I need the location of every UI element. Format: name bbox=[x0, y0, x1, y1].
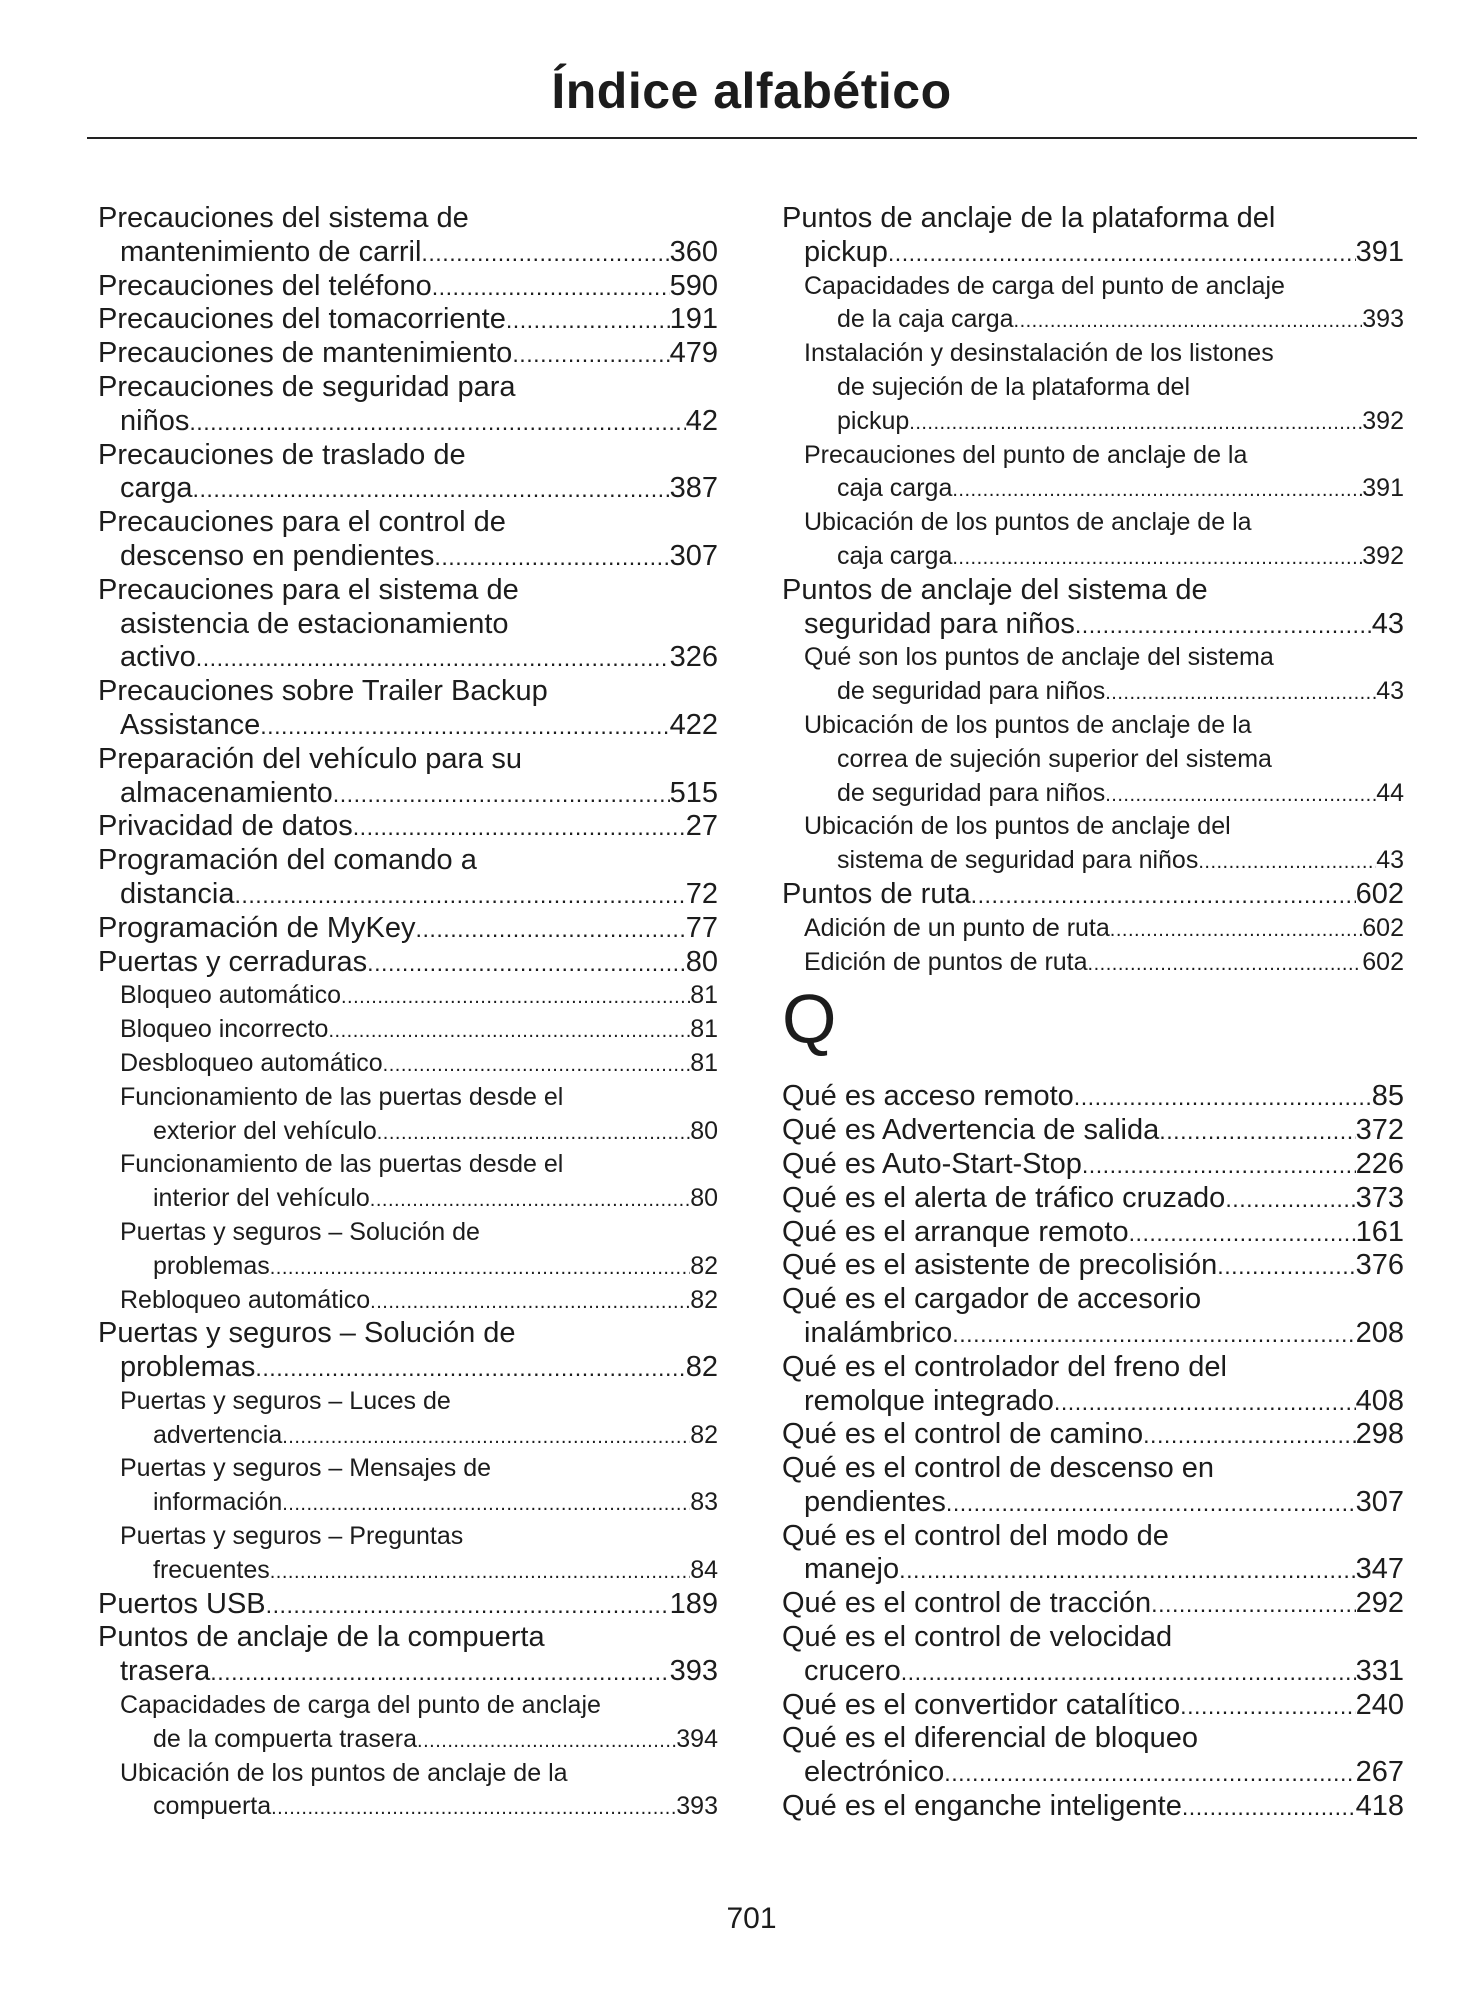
index-entry bbox=[98, 506, 718, 574]
dot-leader bbox=[1217, 1250, 1355, 1284]
entry-text: Qué es el convertidor catalítico bbox=[782, 1688, 1181, 1721]
index-subentry bbox=[98, 1081, 718, 1149]
page-reference[interactable]: 43 bbox=[1376, 677, 1404, 706]
dot-leader bbox=[260, 710, 669, 744]
index-entry bbox=[98, 270, 718, 304]
page-reference[interactable]: 81 bbox=[690, 1048, 718, 1077]
dot-leader bbox=[341, 981, 690, 1015]
index-entry bbox=[782, 1080, 1404, 1114]
dot-leader bbox=[971, 879, 1356, 913]
entry-text: Funcionamiento de las puertas desde el bbox=[120, 1082, 564, 1111]
dot-leader bbox=[434, 541, 669, 575]
dot-leader bbox=[210, 1656, 669, 1690]
dot-leader bbox=[1082, 1149, 1356, 1183]
entry-text: trasera bbox=[120, 1655, 211, 1688]
entry-text: activo bbox=[120, 641, 196, 674]
page-reference[interactable]: 83 bbox=[690, 1488, 718, 1517]
dot-leader bbox=[266, 1589, 670, 1623]
index-entry bbox=[98, 202, 718, 270]
index-subentry bbox=[782, 506, 1404, 574]
dot-leader bbox=[1159, 1115, 1355, 1149]
page-reference[interactable]: 292 bbox=[1355, 1587, 1404, 1620]
entry-text: asistencia de estacionamiento bbox=[120, 607, 509, 640]
entry-text: Puntos de anclaje de la compuerta bbox=[98, 1621, 545, 1654]
entry-text: Puertas y seguros – Luces de bbox=[120, 1386, 451, 1415]
page-reference[interactable]: 387 bbox=[669, 472, 718, 505]
page-reference[interactable]: 80 bbox=[685, 945, 718, 978]
entry-text: Puertas y seguros – Solución de bbox=[98, 1317, 516, 1350]
page-reference[interactable]: 376 bbox=[1355, 1249, 1404, 1282]
entry-text: Ubicación de los puntos de anclaje de la bbox=[804, 508, 1252, 537]
dot-leader bbox=[952, 474, 1362, 508]
index-subentry bbox=[98, 1520, 718, 1588]
entry-text: Qué es el control de tracción bbox=[782, 1587, 1152, 1620]
page-reference[interactable]: 80 bbox=[690, 1116, 718, 1145]
page-reference[interactable]: 77 bbox=[685, 911, 718, 944]
entry-text: Puertos USB bbox=[98, 1587, 266, 1620]
dot-leader bbox=[377, 1117, 690, 1151]
dot-leader bbox=[944, 1757, 1355, 1791]
page-reference[interactable]: 191 bbox=[669, 303, 718, 336]
dot-leader bbox=[1054, 1386, 1356, 1420]
index-entry bbox=[782, 1148, 1404, 1182]
title-divider bbox=[87, 137, 1417, 139]
page-reference[interactable]: 189 bbox=[669, 1587, 718, 1620]
entry-text: Qué es el diferencial de bloqueo bbox=[782, 1722, 1198, 1755]
entry-text: crucero bbox=[804, 1654, 901, 1687]
entry-text: seguridad para niños bbox=[804, 607, 1075, 640]
dot-leader bbox=[899, 1554, 1355, 1588]
page-reference[interactable]: 81 bbox=[690, 981, 718, 1010]
page-reference[interactable]: 373 bbox=[1355, 1181, 1404, 1214]
index-subentry bbox=[98, 1216, 718, 1284]
page-reference[interactable]: 372 bbox=[1355, 1114, 1404, 1147]
index-entry bbox=[98, 946, 718, 980]
entry-text: pickup bbox=[837, 406, 910, 435]
dot-leader bbox=[1182, 1791, 1356, 1825]
page-number: 701 bbox=[726, 1902, 777, 1935]
index-entry bbox=[98, 1621, 718, 1689]
index-entry bbox=[98, 1317, 718, 1385]
entry-text: caja carga bbox=[837, 541, 953, 570]
page-reference[interactable]: 326 bbox=[669, 641, 718, 674]
page-reference[interactable]: 43 bbox=[1376, 846, 1404, 875]
entry-text: remolque integrado bbox=[804, 1384, 1054, 1417]
index-subentry bbox=[98, 979, 718, 1013]
dot-leader bbox=[383, 1049, 691, 1083]
index-subentry bbox=[98, 1689, 718, 1757]
dot-leader bbox=[255, 1352, 685, 1386]
index-entry bbox=[98, 844, 718, 912]
page-reference[interactable]: 331 bbox=[1355, 1654, 1404, 1687]
page-reference[interactable]: 479 bbox=[669, 337, 718, 370]
dot-leader bbox=[1143, 1419, 1356, 1453]
dot-leader bbox=[952, 1318, 1355, 1352]
entry-text: problemas bbox=[120, 1351, 256, 1384]
dot-leader bbox=[416, 913, 686, 947]
entry-text: de seguridad para niños bbox=[837, 677, 1106, 706]
dot-leader bbox=[270, 1252, 690, 1286]
dot-leader bbox=[193, 473, 670, 507]
entry-text: Precauciones sobre Trailer Backup bbox=[98, 675, 548, 708]
entry-text: inalámbrico bbox=[804, 1316, 953, 1349]
entry-text: Precauciones de mantenimiento bbox=[98, 337, 513, 370]
dot-leader bbox=[1105, 779, 1376, 813]
page-reference[interactable]: 85 bbox=[1371, 1080, 1404, 1113]
dot-leader bbox=[1180, 1690, 1355, 1724]
page-reference[interactable]: 267 bbox=[1355, 1756, 1404, 1789]
page-reference[interactable]: 392 bbox=[1362, 541, 1404, 570]
dot-leader bbox=[328, 1015, 690, 1049]
entry-text: Puertas y seguros – Preguntas bbox=[120, 1522, 464, 1551]
page-reference[interactable]: 208 bbox=[1355, 1316, 1404, 1349]
entry-text: sistema de seguridad para niños bbox=[837, 846, 1199, 875]
index-entry bbox=[98, 810, 718, 844]
dot-leader bbox=[282, 1421, 690, 1455]
entry-text: Instalación y desinstalación de los listones bbox=[804, 339, 1274, 368]
dot-leader bbox=[1225, 1183, 1355, 1217]
page-reference[interactable]: 360 bbox=[669, 235, 718, 268]
dot-leader bbox=[946, 1487, 1356, 1521]
page-reference[interactable]: 422 bbox=[669, 708, 718, 741]
index-entry bbox=[782, 878, 1404, 912]
entry-text: descenso en pendientes bbox=[120, 539, 435, 572]
dot-leader bbox=[271, 1792, 676, 1826]
dot-leader bbox=[901, 1656, 1356, 1690]
page-reference[interactable]: 82 bbox=[690, 1420, 718, 1449]
dot-leader bbox=[270, 1556, 690, 1590]
index-entry bbox=[98, 743, 718, 811]
page-reference[interactable]: 391 bbox=[1355, 235, 1404, 268]
entry-text: almacenamiento bbox=[120, 776, 333, 809]
dot-leader bbox=[196, 642, 670, 676]
entry-text: Funcionamiento de las puertas desde el bbox=[120, 1150, 564, 1179]
entry-text: Rebloqueo automático bbox=[120, 1285, 371, 1314]
page-reference[interactable]: 161 bbox=[1355, 1215, 1404, 1248]
entry-text: Qué es el control del modo de bbox=[782, 1519, 1169, 1552]
entry-text: de sujeción de la plataforma del bbox=[837, 372, 1191, 401]
entry-text: Qué es el asistente de precolisión bbox=[782, 1249, 1218, 1282]
entry-text: Qué es el control de descenso en bbox=[782, 1452, 1215, 1485]
page-reference[interactable]: 43 bbox=[1371, 607, 1404, 640]
page-reference[interactable]: 84 bbox=[690, 1555, 718, 1584]
page-reference[interactable]: 82 bbox=[690, 1285, 718, 1314]
page-reference[interactable]: 602 bbox=[1362, 947, 1404, 976]
entry-text: Capacidades de carga del punto de anclaje bbox=[804, 271, 1285, 300]
page-reference[interactable]: 408 bbox=[1355, 1384, 1404, 1417]
dot-leader bbox=[1129, 1217, 1356, 1251]
entry-text: Precauciones del punto de anclaje de la bbox=[804, 440, 1248, 469]
entry-text: pendientes bbox=[804, 1485, 946, 1518]
index-entry bbox=[98, 574, 718, 675]
entry-text: Qué es el alerta de tráfico cruzado bbox=[782, 1181, 1226, 1214]
dot-leader bbox=[909, 407, 1362, 441]
index-subentry bbox=[782, 337, 1404, 438]
page-reference[interactable]: 307 bbox=[669, 539, 718, 572]
index-entry bbox=[782, 1418, 1404, 1452]
page-reference[interactable]: 226 bbox=[1355, 1147, 1404, 1180]
entry-text: información bbox=[153, 1488, 283, 1517]
page-reference[interactable]: 418 bbox=[1355, 1790, 1404, 1823]
entry-text: mantenimiento de carril bbox=[120, 235, 422, 268]
index-entry bbox=[98, 1588, 718, 1622]
entry-text: de la caja carga bbox=[837, 305, 1014, 334]
index-subentry bbox=[98, 1757, 718, 1825]
index-entry bbox=[98, 303, 718, 337]
dot-leader bbox=[888, 237, 1356, 271]
entry-text: Qué son los puntos de anclaje del sistema bbox=[804, 643, 1274, 672]
dot-leader bbox=[1110, 914, 1362, 948]
index-subentry bbox=[98, 1013, 718, 1047]
page-reference[interactable]: 602 bbox=[1362, 913, 1404, 942]
entry-text: Puntos de anclaje del sistema de bbox=[782, 573, 1208, 606]
dot-leader bbox=[189, 406, 685, 440]
dot-leader bbox=[367, 947, 686, 981]
entry-text: advertencia bbox=[153, 1420, 283, 1449]
dot-leader bbox=[1151, 1588, 1355, 1622]
entry-text: de seguridad para niños bbox=[837, 778, 1106, 807]
entry-text: niños bbox=[120, 404, 190, 437]
page-reference[interactable]: 44 bbox=[1376, 778, 1404, 807]
entry-text: Ubicación de los puntos de anclaje del bbox=[804, 812, 1231, 841]
entry-text: Edición de puntos de ruta bbox=[804, 947, 1088, 976]
entry-text: Puntos de anclaje de la plataforma del bbox=[782, 202, 1276, 234]
dot-leader bbox=[417, 1725, 676, 1759]
entry-text: Precauciones para el sistema de bbox=[98, 573, 519, 606]
entry-text: Precauciones de seguridad para bbox=[98, 370, 516, 403]
index-entry bbox=[98, 371, 718, 439]
dot-leader bbox=[1075, 609, 1372, 643]
dot-leader bbox=[333, 778, 670, 812]
entry-text: Desbloqueo automático bbox=[120, 1048, 383, 1077]
index-entry bbox=[782, 1452, 1404, 1520]
index-subentry bbox=[98, 1047, 718, 1081]
entry-text: Precauciones del teléfono bbox=[98, 269, 432, 302]
page-reference[interactable]: 80 bbox=[690, 1184, 718, 1213]
entry-text: Assistance bbox=[120, 708, 261, 741]
dot-leader bbox=[1105, 677, 1376, 711]
index-subentry bbox=[782, 641, 1404, 709]
dot-leader bbox=[1014, 305, 1363, 339]
dot-leader bbox=[353, 811, 686, 845]
entry-text: caja carga bbox=[837, 474, 953, 503]
page-reference[interactable]: 602 bbox=[1355, 877, 1404, 910]
entry-text: Qué es Auto-Start-Stop bbox=[782, 1147, 1082, 1180]
page-reference[interactable]: 82 bbox=[690, 1251, 718, 1280]
entry-text: Qué es el cargador de accesorio bbox=[782, 1283, 1202, 1316]
entry-text: exterior del vehículo bbox=[153, 1116, 377, 1145]
index-subentry bbox=[782, 439, 1404, 507]
dot-leader bbox=[952, 542, 1362, 576]
index-column-left bbox=[98, 202, 718, 1824]
page-title: Índice alfabético bbox=[551, 63, 952, 119]
index-entry bbox=[782, 1621, 1404, 1689]
dot-leader bbox=[421, 237, 669, 271]
dot-leader bbox=[370, 1286, 690, 1320]
entry-text: distancia bbox=[120, 877, 235, 910]
entry-text: Ubicación de los puntos de anclaje de la bbox=[804, 710, 1252, 739]
entry-text: Precauciones para el control de bbox=[98, 506, 506, 539]
index-subentry bbox=[782, 912, 1404, 946]
page-reference[interactable]: 42 bbox=[685, 404, 718, 437]
entry-text: correa de sujeción superior del sistema bbox=[837, 744, 1272, 773]
entry-text: Precauciones del sistema de bbox=[98, 202, 469, 234]
entry-text: interior del vehículo bbox=[153, 1184, 370, 1213]
entry-text: de la compuerta trasera bbox=[153, 1724, 418, 1753]
index-entry bbox=[782, 1689, 1404, 1723]
page-reference[interactable]: 515 bbox=[669, 776, 718, 809]
page-reference[interactable]: 81 bbox=[690, 1015, 718, 1044]
index-entry bbox=[782, 1351, 1404, 1419]
entry-text: Adición de un punto de ruta bbox=[804, 913, 1110, 942]
dot-leader bbox=[1198, 846, 1376, 880]
entry-text: Privacidad de datos bbox=[98, 810, 353, 843]
index-entry bbox=[782, 574, 1404, 642]
index-entry bbox=[782, 1182, 1404, 1216]
page-reference[interactable]: 82 bbox=[685, 1351, 718, 1384]
index-subentry bbox=[98, 1452, 718, 1520]
index-entry bbox=[782, 1790, 1404, 1824]
index-subentry bbox=[98, 1385, 718, 1453]
entry-text: Qué es el arranque remoto bbox=[782, 1215, 1129, 1248]
index-entry bbox=[782, 1722, 1404, 1790]
index-entry bbox=[98, 912, 718, 946]
page-reference[interactable]: 393 bbox=[669, 1655, 718, 1688]
entry-text: compuerta bbox=[153, 1792, 272, 1821]
index-subentry bbox=[782, 946, 1404, 980]
entry-text: Puertas y seguros – Mensajes de bbox=[120, 1454, 492, 1483]
entry-text: Qué es acceso remoto bbox=[782, 1080, 1074, 1113]
entry-text: carga bbox=[120, 472, 193, 505]
index-entry bbox=[782, 1216, 1404, 1250]
index-subentry bbox=[782, 270, 1404, 338]
page-reference[interactable]: 298 bbox=[1355, 1418, 1404, 1451]
entry-text: Bloqueo incorrecto bbox=[120, 1015, 329, 1044]
page-reference[interactable]: 391 bbox=[1362, 474, 1404, 503]
entry-text: Precauciones de traslado de bbox=[98, 438, 466, 471]
dot-leader bbox=[1088, 948, 1363, 982]
entry-text: frecuentes bbox=[153, 1555, 270, 1584]
entry-text: Qué es el control de camino bbox=[782, 1418, 1144, 1451]
dot-leader bbox=[234, 879, 685, 913]
entry-text: Qué es Advertencia de salida bbox=[782, 1114, 1160, 1147]
entry-text: electrónico bbox=[804, 1756, 945, 1789]
entry-text: Qué es el controlador del freno del bbox=[782, 1350, 1227, 1383]
index-subentry bbox=[98, 1284, 718, 1318]
index-column-right bbox=[782, 202, 1404, 1824]
index-entry bbox=[782, 1114, 1404, 1148]
index-entry bbox=[782, 1283, 1404, 1351]
index-subentry bbox=[782, 810, 1404, 878]
entry-text: Puntos de ruta bbox=[782, 877, 971, 910]
page-reference[interactable]: 240 bbox=[1355, 1688, 1404, 1721]
index-subentry bbox=[98, 1148, 718, 1216]
page-reference[interactable]: 347 bbox=[1355, 1553, 1404, 1586]
dot-leader bbox=[282, 1488, 690, 1522]
entry-text: Capacidades de carga del punto de anclaje bbox=[120, 1691, 601, 1720]
page-reference[interactable]: 590 bbox=[669, 269, 718, 302]
entry-text: Puertas y cerraduras bbox=[98, 945, 368, 978]
entry-text: Programación del comando a bbox=[98, 844, 477, 877]
index-entry bbox=[98, 337, 718, 371]
entry-text: Programación de MyKey bbox=[98, 911, 416, 944]
index-entry bbox=[782, 202, 1404, 270]
index-entry bbox=[98, 675, 718, 743]
index-subentry bbox=[782, 709, 1404, 810]
section-letter-q: Q bbox=[782, 980, 837, 1059]
dot-leader bbox=[506, 304, 670, 338]
entry-text: Precauciones del tomacorriente bbox=[98, 303, 506, 336]
entry-text: manejo bbox=[804, 1553, 900, 1586]
entry-text: Qué es el control de velocidad bbox=[782, 1621, 1173, 1654]
entry-text: Preparación del vehículo para su bbox=[98, 742, 522, 775]
entry-text: Bloqueo automático bbox=[120, 981, 341, 1010]
entry-text: Ubicación de los puntos de anclaje de la bbox=[120, 1758, 568, 1787]
entry-text: Puertas y seguros – Solución de bbox=[120, 1217, 480, 1246]
dot-leader bbox=[1074, 1081, 1372, 1115]
page-reference[interactable]: 394 bbox=[676, 1724, 718, 1753]
page-reference[interactable]: 393 bbox=[1362, 305, 1404, 334]
dot-leader bbox=[370, 1184, 690, 1218]
page-reference[interactable]: 72 bbox=[685, 877, 718, 910]
index-entry bbox=[782, 1520, 1404, 1588]
page-reference[interactable]: 393 bbox=[676, 1792, 718, 1821]
dot-leader bbox=[512, 338, 669, 372]
page-reference[interactable]: 307 bbox=[1355, 1485, 1404, 1518]
index-entry bbox=[782, 1587, 1404, 1621]
index-entry bbox=[98, 439, 718, 507]
entry-text: problemas bbox=[153, 1251, 270, 1280]
entry-text: pickup bbox=[804, 235, 888, 268]
page-reference[interactable]: 27 bbox=[685, 810, 718, 843]
page-reference[interactable]: 392 bbox=[1362, 406, 1404, 435]
index-entry bbox=[782, 1249, 1404, 1283]
dot-leader bbox=[432, 271, 670, 305]
entry-text: Qué es el enganche inteligente bbox=[782, 1790, 1182, 1823]
